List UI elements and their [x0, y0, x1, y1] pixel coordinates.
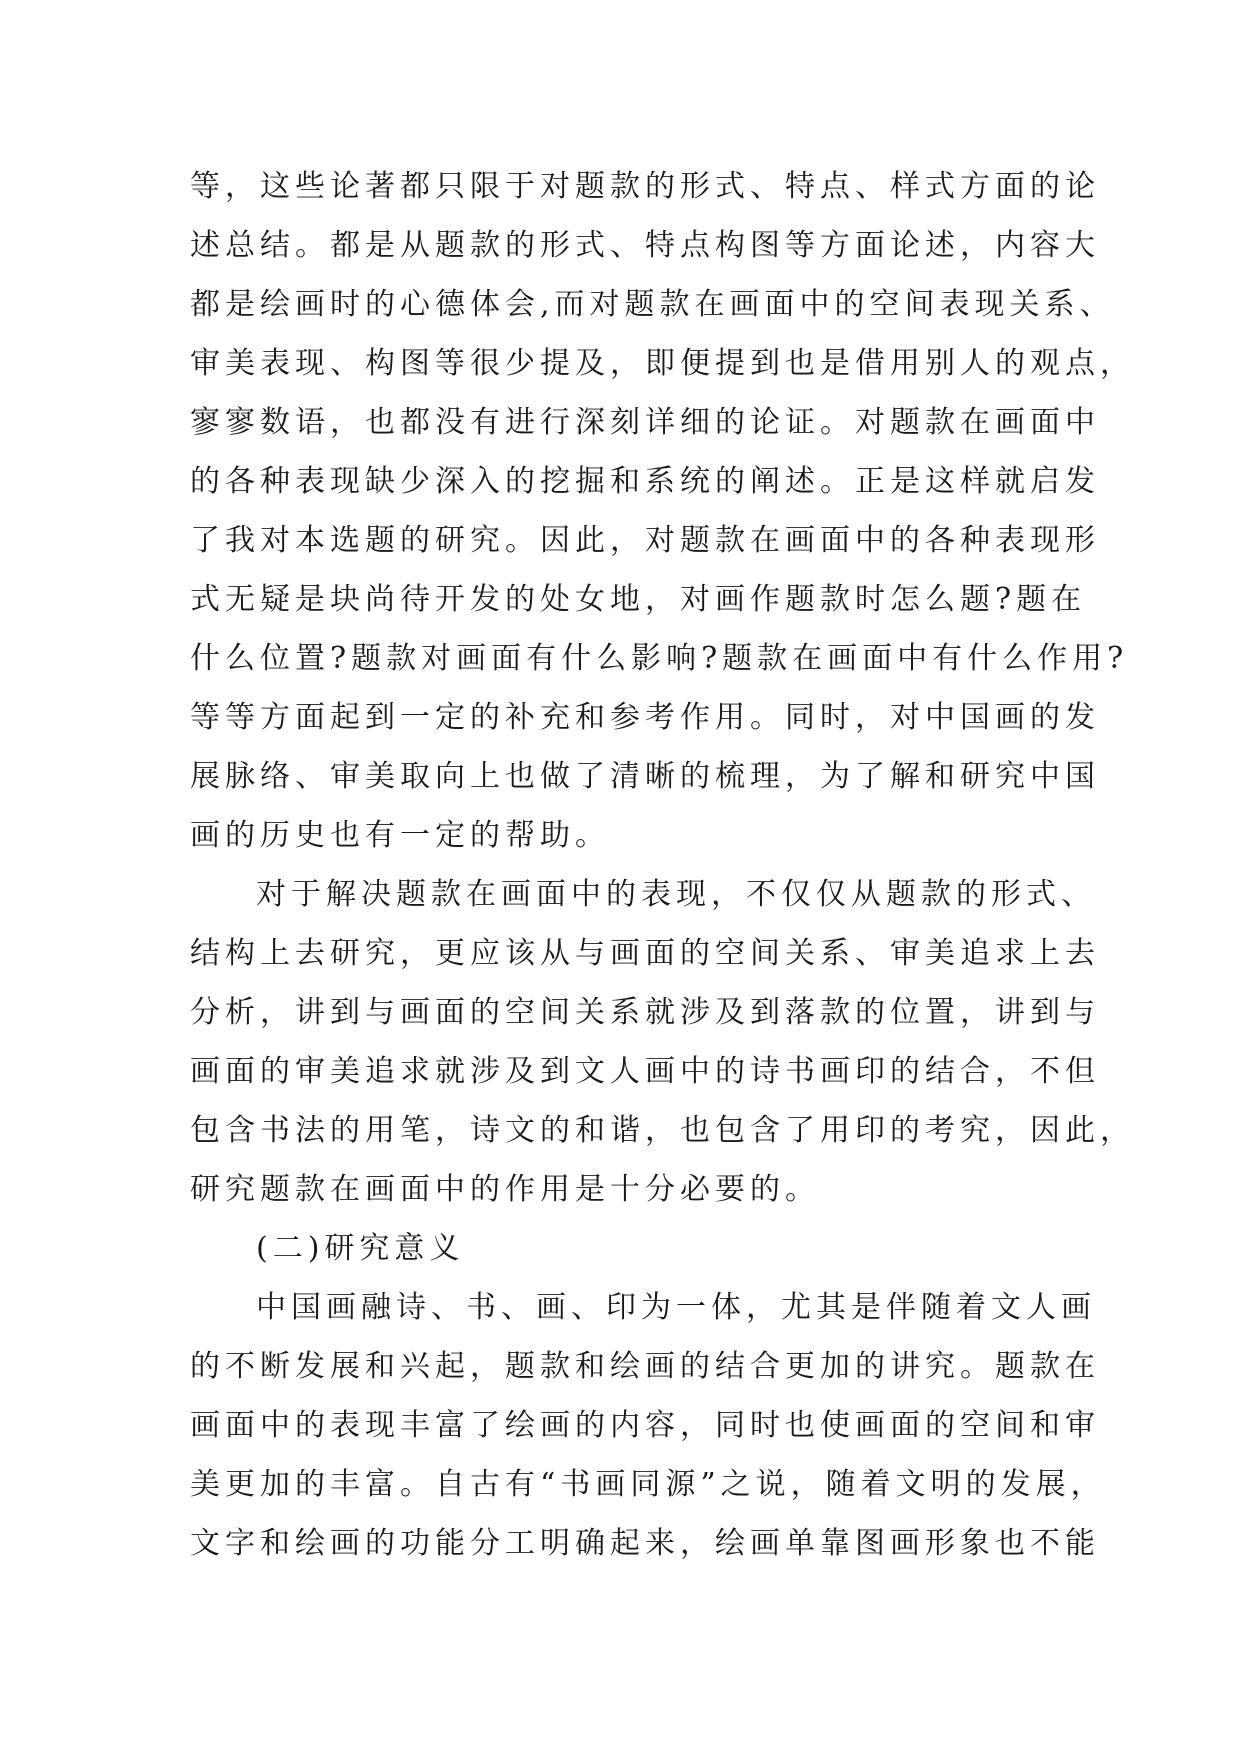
text-line: 文字和绘画的功能分工明确起来，绘画单靠图画形象也不能 — [190, 1526, 1100, 1561]
section-heading-text: (二)研究意义 — [256, 1231, 465, 1266]
text-line: 的各种表现缺少深入的挖掘和系统的阐述。正是这样就启发 — [190, 464, 1100, 499]
text-line: 对于解决题款在画面中的表现，不仅仅从题款的形式、 — [256, 877, 1096, 912]
text-line: 画的历史也有一定的帮助。 — [190, 818, 610, 853]
text-line: 包含书法的用笔，诗文的和谐，也包含了用印的考究，因此， — [190, 1113, 1135, 1148]
text-line: 都是绘画时的心德体会,而对题款在画面中的空间表现关系、 — [190, 287, 1115, 322]
text-line: 等等方面起到一定的补充和参考作用。同时，对中国画的发 — [190, 700, 1100, 735]
text-line: 什么位置?题款对画面有什么影响?题款在画面中有什么作用? — [190, 641, 1129, 676]
text-line: 美更加的丰富。自古有“书画同源”之说，随着文明的发展， — [190, 1467, 1106, 1502]
text-line: 研究题款在画面中的作用是十分必要的。 — [190, 1172, 820, 1207]
text-line: 画面的审美追求就涉及到文人画中的诗书画印的结合，不但 — [190, 1054, 1100, 1089]
text-line: 式无疑是块尚待开发的处女地，对画作题款时怎么题?题在 — [190, 582, 1087, 617]
text-line: 结构上去研究，更应该从与画面的空间关系、审美追求上去 — [190, 936, 1100, 971]
text-line: 中国画融诗、书、画、印为一体，尤其是伴随着文人画 — [256, 1290, 1096, 1325]
text-line: 寥寥数语，也都没有进行深刻详细的论证。对题款在画面中 — [190, 405, 1100, 440]
text-line: 了我对本选题的研究。因此，对题款在画面中的各种表现形 — [190, 523, 1100, 558]
text-line: 的不断发展和兴起，题款和绘画的结合更加的讲究。题款在 — [190, 1349, 1100, 1384]
paragraph-3 — [190, 1278, 1106, 1573]
text-line: 审美表现、构图等很少提及，即便提到也是借用别人的观点， — [190, 346, 1135, 381]
paragraph-1 — [190, 157, 1135, 865]
text-line: 展脉络、审美取向上也做了清晰的梳理，为了解和研究中国 — [190, 759, 1100, 794]
text-line: 画面中的表现丰富了绘画的内容，同时也使画面的空间和审 — [190, 1408, 1100, 1443]
body-text — [190, 157, 1135, 1573]
text-line: 述总结。都是从题款的形式、特点构图等方面论述，内容大 — [190, 228, 1100, 263]
text-line: 分析，讲到与画面的空间关系就涉及到落款的位置，讲到与 — [190, 995, 1100, 1030]
section-heading — [190, 1219, 1090, 1278]
paragraph-2 — [190, 865, 1135, 1219]
text-line: 等，这些论著都只限于对题款的形式、特点、样式方面的论 — [190, 169, 1100, 204]
